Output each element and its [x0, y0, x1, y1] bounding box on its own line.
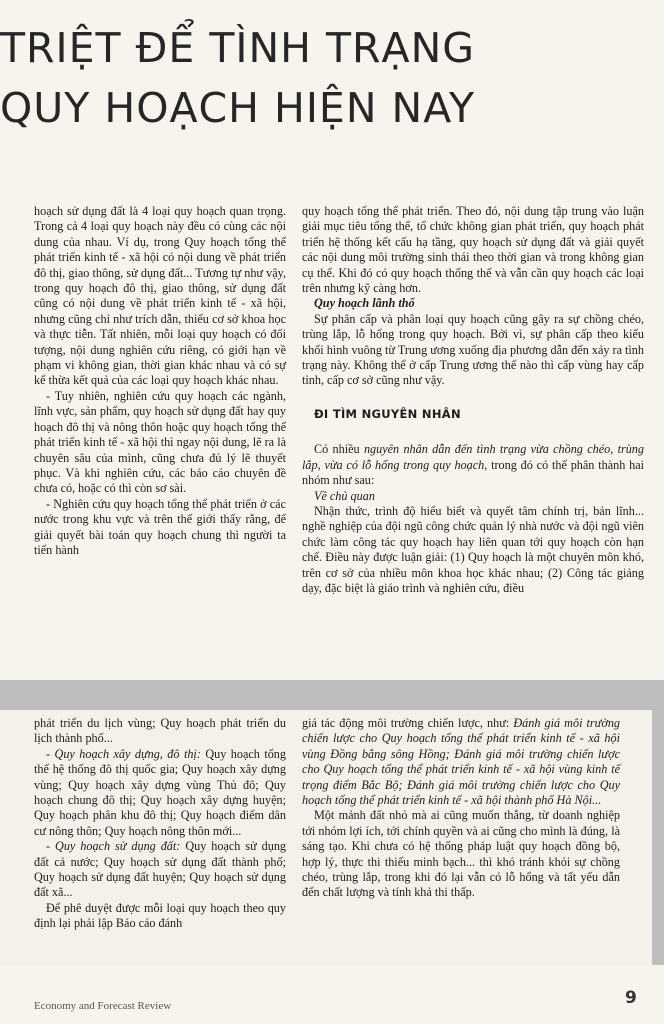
headline-line-2: QUY HOẠCH HIỆN NAY [0, 84, 476, 132]
paragraph: Một mảnh đất nhỏ mà ai cũng muốn thắng, từ doanh nghiệp tới nhóm lợi ích, tới chính quyền và ai cũng cho mình là đúng, là sáng tạo. Khi chưa có hệ thống pháp luật quy hoạch đồng bộ, hợp lý, thực thi thiếu minh bạch... thì khó tránh khỏi sự chồng chéo, trùng lắp, trong khi đó lại vẫn có lỗ hổng và tất yếu dẫn đến chất lượng và tính khả thi thấp. [302, 808, 620, 900]
paragraph [34, 839, 286, 901]
emphasis-text: Đánh giá môi trường chiến lược cho Quy hoạch tổng thể phát triển kinh tế - xã hội vùng Đồng bằng sông Hồng; Đánh giá môi trường chiến lược cho Quy hoạch tổng thể phát triển kinh tế - xã hội vùng kinh tế trọng điểm Bắc Bộ; Đánh giá môi trường chiến lược cho Quy hoạch tổng thể phát triển kinh tế - xã hội thành phố Hà Nội... [302, 716, 621, 808]
paragraph [302, 716, 620, 808]
subheading: Về chủ quan [314, 488, 375, 503]
text-run: Quy hoạch tổng thể hệ thống đô thị quốc gia; Quy hoạch xây dựng vùng; Quy hoạch xây dựng vùng Thủ đô; Quy hoạch chung đô thị; Quy hoạch xây dựng huyện; Quy hoạch phân khu đô thị; Quy hoạch điểm dân cư nông thôn; Quy hoạch nông thôn mới... [34, 746, 286, 838]
upper-left-column [34, 204, 286, 558]
page-number: 9 [625, 988, 637, 1008]
emphasis-text: nguyên nhân dẫn đến tình trạng vừa chồng chéo, trùng lắp, vừa có lỗ hổng trong quy hoạch [302, 442, 644, 472]
emphasis-text: - Quy hoạch xây dựng, đô thị: [46, 746, 201, 761]
gray-side-bar [652, 680, 664, 965]
section-divider-band [0, 680, 664, 710]
paragraph: - Tuy nhiên, nghiên cứu quy hoạch các ngành, lĩnh vực, sản phẩm, quy hoạch sử dụng đất hay quy hoạch đô thị và nông thôn hoặc quy hoạch tổng thể phát triển kinh tế - xã hội thì ngay nội dung, lẽ ra là chuyên sâu của mình, cũng chưa đủ lý lẽ thuyết phục. Và khi nghiên cứu, các báo cáo chuyên đề chưa có, hoặc có thì còn sơ sài. [34, 388, 286, 496]
journal-name: Economy and Forecast Review [34, 1000, 172, 1012]
paragraph [302, 442, 644, 488]
paragraph [34, 747, 286, 839]
article-headline [0, 18, 664, 138]
headline-line-1: TRIỆT ĐỂ TÌNH TRẠNG [0, 24, 476, 72]
emphasis-text: - Quy hoạch sử dụng đất: [46, 839, 181, 854]
paragraph: Nhận thức, trình độ hiểu biết và quyết tâm chính trị, bản lĩnh... nghề nghiệp của đội ngũ công chức quản lý nhà nước và đội ngũ viên chức làm công tác quy hoạch hay liên quan tới quy hoạch còn hạn chế. Điều này được luận giải: (1) Quy hoạch là một chuyên môn khó, trên cơ sở của nhiều môn khoa học khác nhau; (2) Công tác giảng dạy, đặc biệt là giáo trình và nghiên cứu, điều [302, 503, 644, 595]
text-run: giá tác động môi trường chiến lược, như: [302, 716, 514, 730]
paragraph: - Nghiên cứu quy hoạch tổng thể phát triển ở các nước trong khu vực và trên thế giới thấy rằng, để giải quyết bài toán quy hoạch chung thì người ta tiến hành [34, 496, 286, 557]
text-run: , trong đó có thể phân thành hai nhóm như sau: [302, 457, 645, 488]
section-heading: ĐI TÌM NGUYÊN NHÂN [314, 406, 461, 421]
paragraph: quy hoạch tổng thể phát triển. Theo đó, nội dung tập trung vào luận giải mục tiêu tổng thể, tổ chức không gian phát triển, quy hoạch phát triển hệ thống kết cấu hạ tầng, quy hoạch sử dụng đất và giải quyết các nội dung môi trường sinh thái theo thời gian và trong không gian cụ thể. Khi đó có quy hoạch thống thể và vẫn cần quy hoạch các loại trên nhưng kỹ càng hơn. [302, 204, 644, 296]
lower-left-column [34, 716, 286, 932]
paragraph: phát triển du lịch vùng; Quy hoạch phát triển du lịch thành phố... [34, 716, 286, 746]
upper-right-column [302, 204, 644, 596]
paragraph: Sự phân cấp và phân loại quy hoạch cũng gây ra sự chồng chéo, trùng lắp, lỗ hổng trong quy hoạch. Bởi vì, sự phân cấp theo kiểu khối hình vuông từ Trung ương xuống địa phương dẫn đến xảy ra tình trạng này. Không thể ở cấp Trung ương thế nào thì cấp vùng hay cấp tỉnh, cấp cơ sở cũng như vậy. [302, 311, 644, 388]
text-run: Quy hoạch sử dụng đất cả nước; Quy hoạch sử dụng đất thành phố; Quy hoạch sử dụng đất huyện; Quy hoạch sử dụng đất xã... [34, 839, 287, 900]
paragraph: hoạch sử dụng đất là 4 loại quy hoạch quan trọng. Trong cả 4 loại quy hoạch này đều có cùng các nội dung của nhau. Ví dụ, trong Quy hoạch tổng thể phát triển kinh tế - xã hội có nội dung về phát triển đô thị, giao thông, sử dụng đất... Tương tự như vậy, trong quy hoạch đô thị, giao thông, sử dụng đất cũng có nội dung về phát triển kinh tế - xã hội, nhưng cũng chỉ như trích dẫn, thiếu cơ sở khoa học và thực tiễn. Tất nhiên, mỗi loại quy hoạch có đối tượng, nội dung nghiên cứu riêng, có giới hạn về phạm vi không gian, thời gian khác nhau và có sự kế thừa kết quả của các loại quy hoạch khác nhau. [34, 204, 286, 388]
paragraph: Để phê duyệt được mỗi loại quy hoạch theo quy định lại phải lập Báo cáo đánh [34, 900, 286, 931]
text-run: Có nhiều [314, 442, 364, 457]
subheading: Quy hoạch lãnh thổ [314, 296, 415, 311]
lower-right-column [302, 716, 620, 901]
